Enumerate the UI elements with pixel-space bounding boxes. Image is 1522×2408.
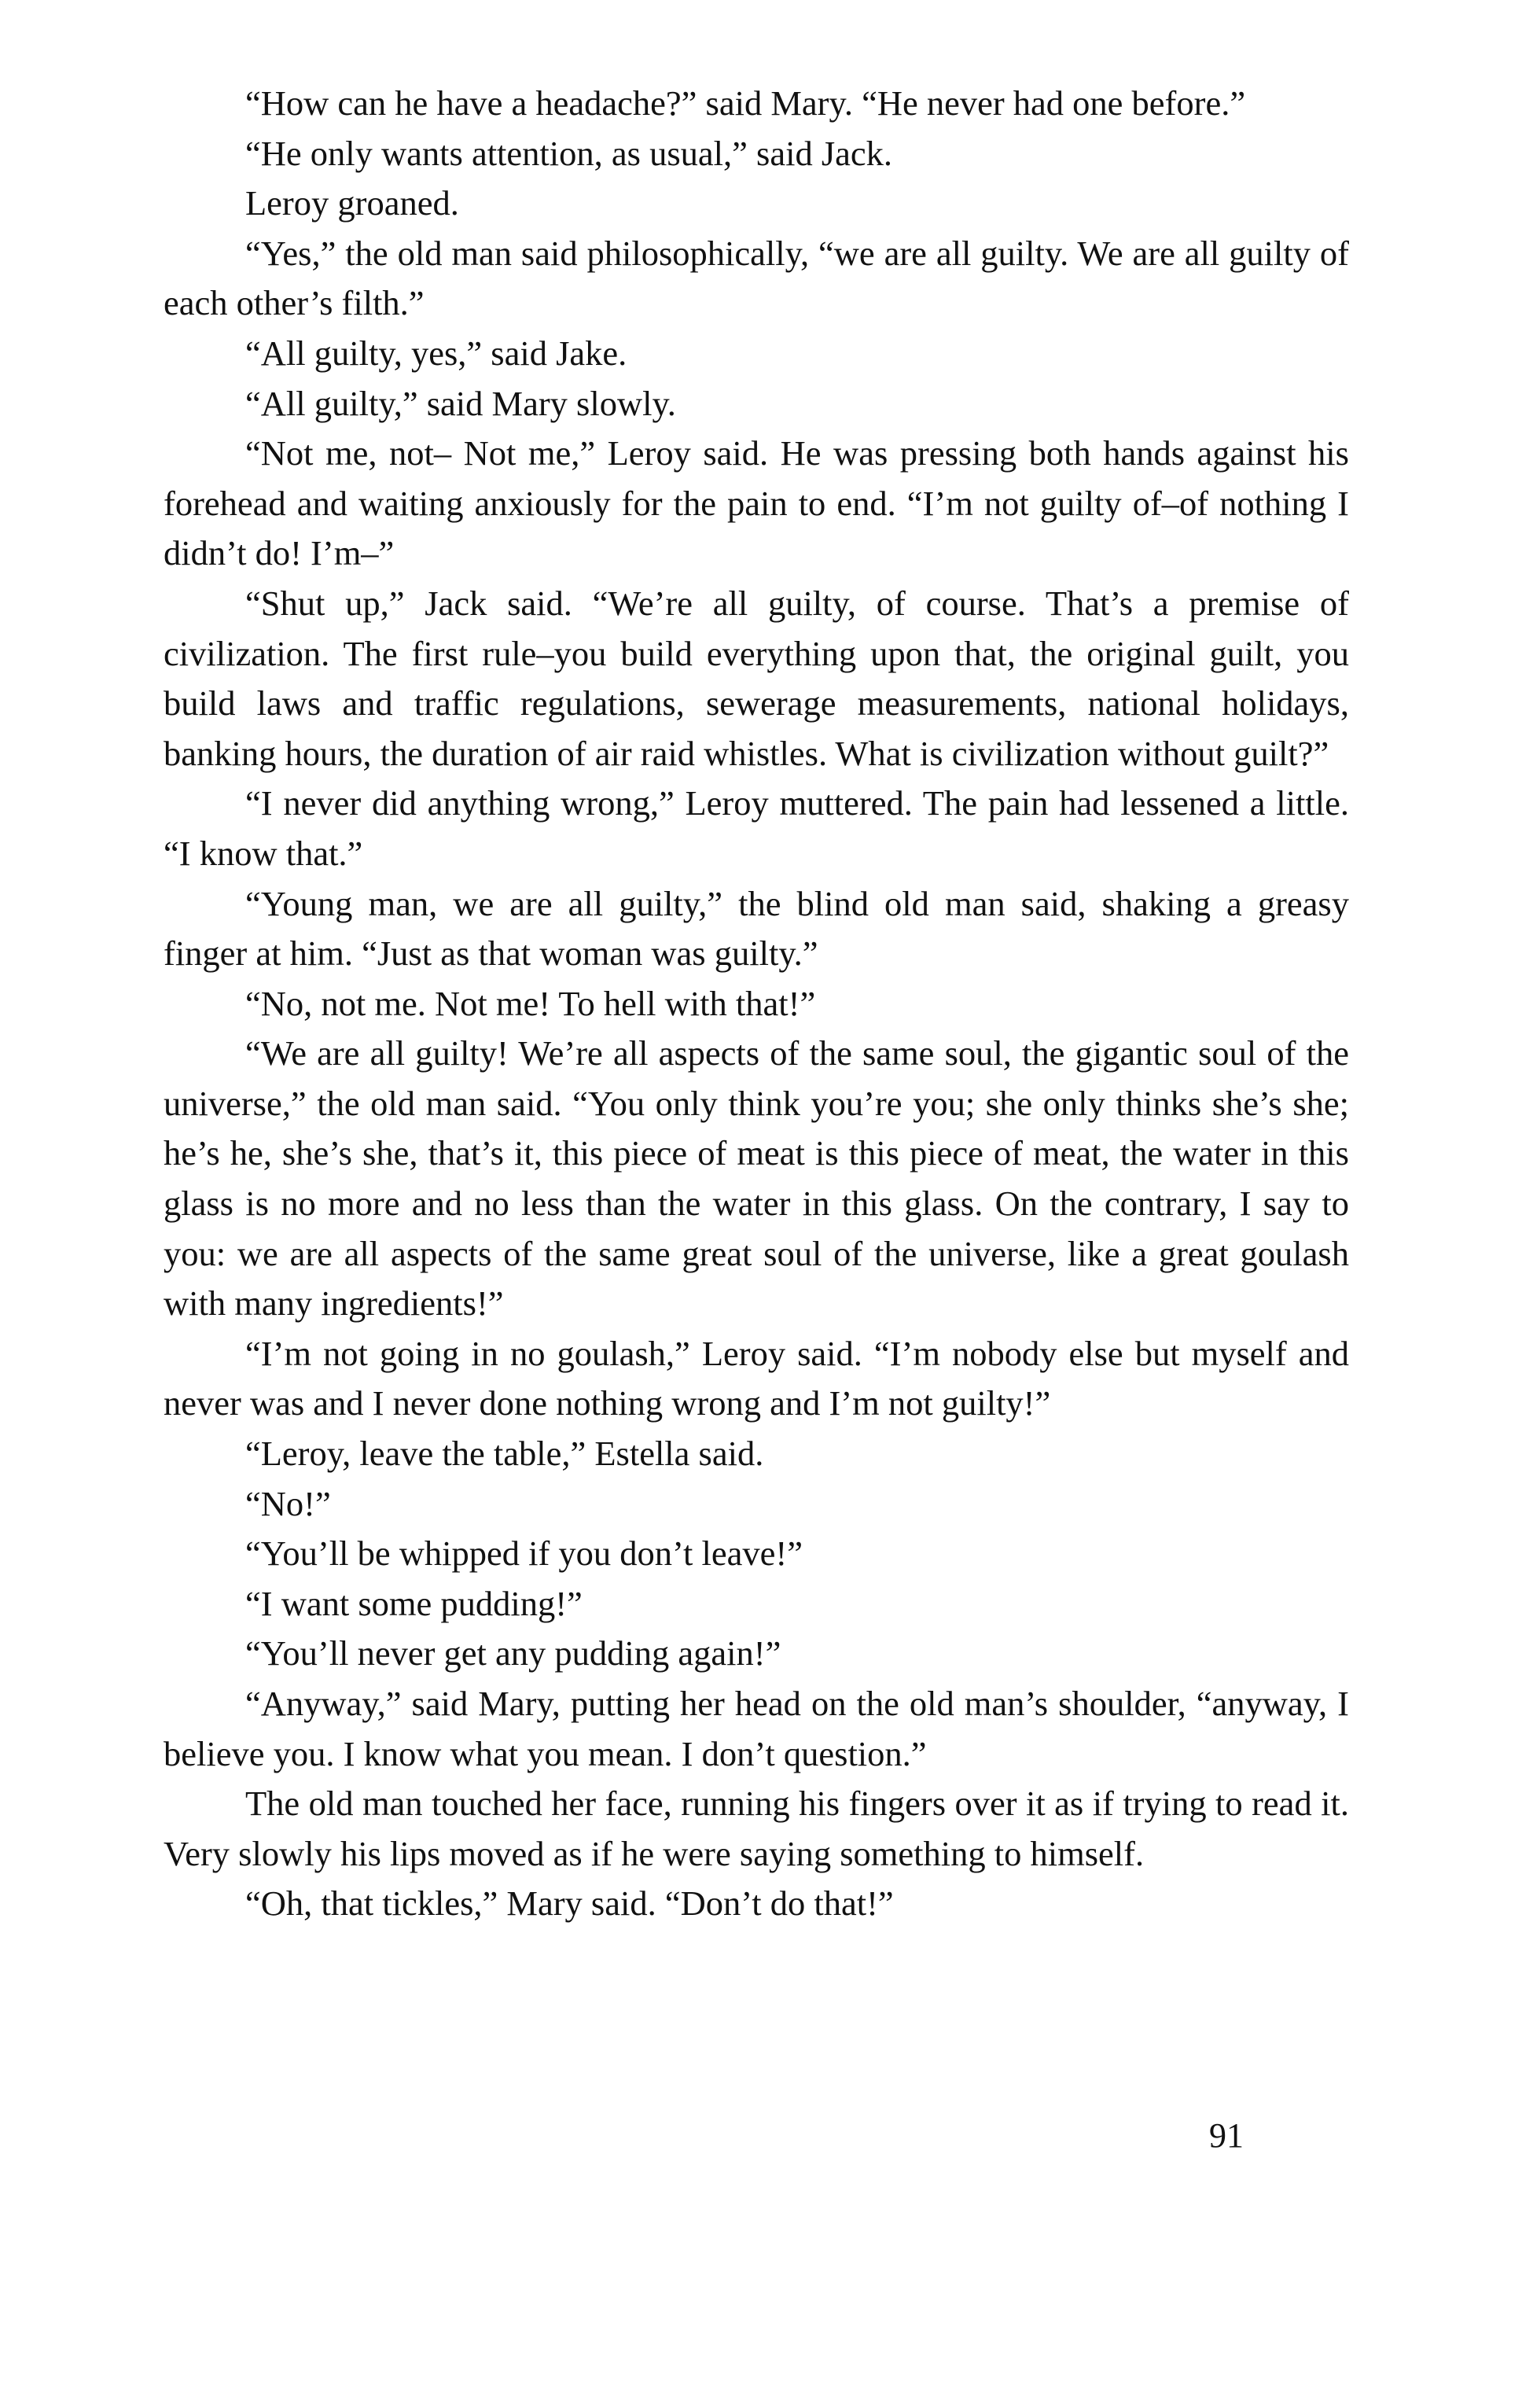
paragraph: “All guilty,” said Mary slowly. [245,383,676,423]
body-text [164,79,1349,1929]
paragraph: Leroy groaned. [245,183,459,223]
paragraph: “Young man, we are all guilty,” the blind old man said, shaking a greasy finger at him. “Just as that woman was guilty.” [164,883,1349,974]
paragraph: “Yes,” the old man said philosophically, “we are all guilty. We are all guilty of each other’s filth.” [164,233,1349,323]
paragraph: “He only wants attention, as usual,” said Jack. [245,133,893,173]
paragraph: “How can he have a headache?” said Mary. “He never had one before.” [245,83,1246,123]
paragraph: “You’ll be whipped if you don’t leave!” [245,1534,803,1574]
paragraph: “Shut up,” Jack said. “We’re all guilty, of course. That’s a premise of civilization. The first rule–you build everything upon that, the original guilt, you build laws and traffic regulations, sewerage measurements, national holidays, banking hours, the duration of air raid whistles. What is civilization without guilt?” [164,583,1349,773]
paragraph: “Anyway,” said Mary, putting her head on the old man’s shoulder, “anyway, I believe you. I know what you mean. I don’t question.” [164,1684,1349,1773]
paragraph: “No!” [245,1483,331,1523]
paragraph: “Not me, not– Not me,” Leroy said. He was pressing both hands against his forehead and waiting anxiously for the pain to end. “I’m not guilty of–of nothing I didn’t do! I’m–” [164,433,1349,573]
paragraph: “I’m not going in no goulash,” Leroy said. “I’m nobody else but myself and never was and I never done nothing wrong and I’m not guilty!” [164,1333,1349,1423]
paragraph: “We are all guilty! We’re all aspects of the same soul, the gigantic soul of the universe,” the old man said. “You only think you’re you; she only thinks she’s she; he’s he, she’s she, that’s it, this piece of meat is this piece of meat, the water in this glass is no more and no less than the water in this glass. On the contrary, I say to you: we are all aspects of the same great soul of the universe, like a great goulash with many ingredients!” [164,1033,1349,1324]
paragraph: “Oh, that tickles,” Mary said. “Don’t do that!” [245,1883,894,1924]
paragraph: “All guilty, yes,” said Jake. [245,333,627,373]
paragraph: “I never did anything wrong,” Leroy muttered. The pain had lessened a little. “I know that.” [164,783,1349,873]
paragraph: “You’ll never get any pudding again!” [245,1633,781,1673]
paragraph: “No, not me. Not me! To hell with that!” [245,983,816,1023]
paragraph: “I want some pudding!” [245,1583,583,1623]
page-number: 91 [1209,2116,1244,2155]
paragraph: “Leroy, leave the table,” Estella said. [245,1434,764,1474]
paragraph: The old man touched her face, running his fingers over it as if trying to read it. Very slowly his lips moved as if he were saying something to himself. [164,1784,1349,1873]
